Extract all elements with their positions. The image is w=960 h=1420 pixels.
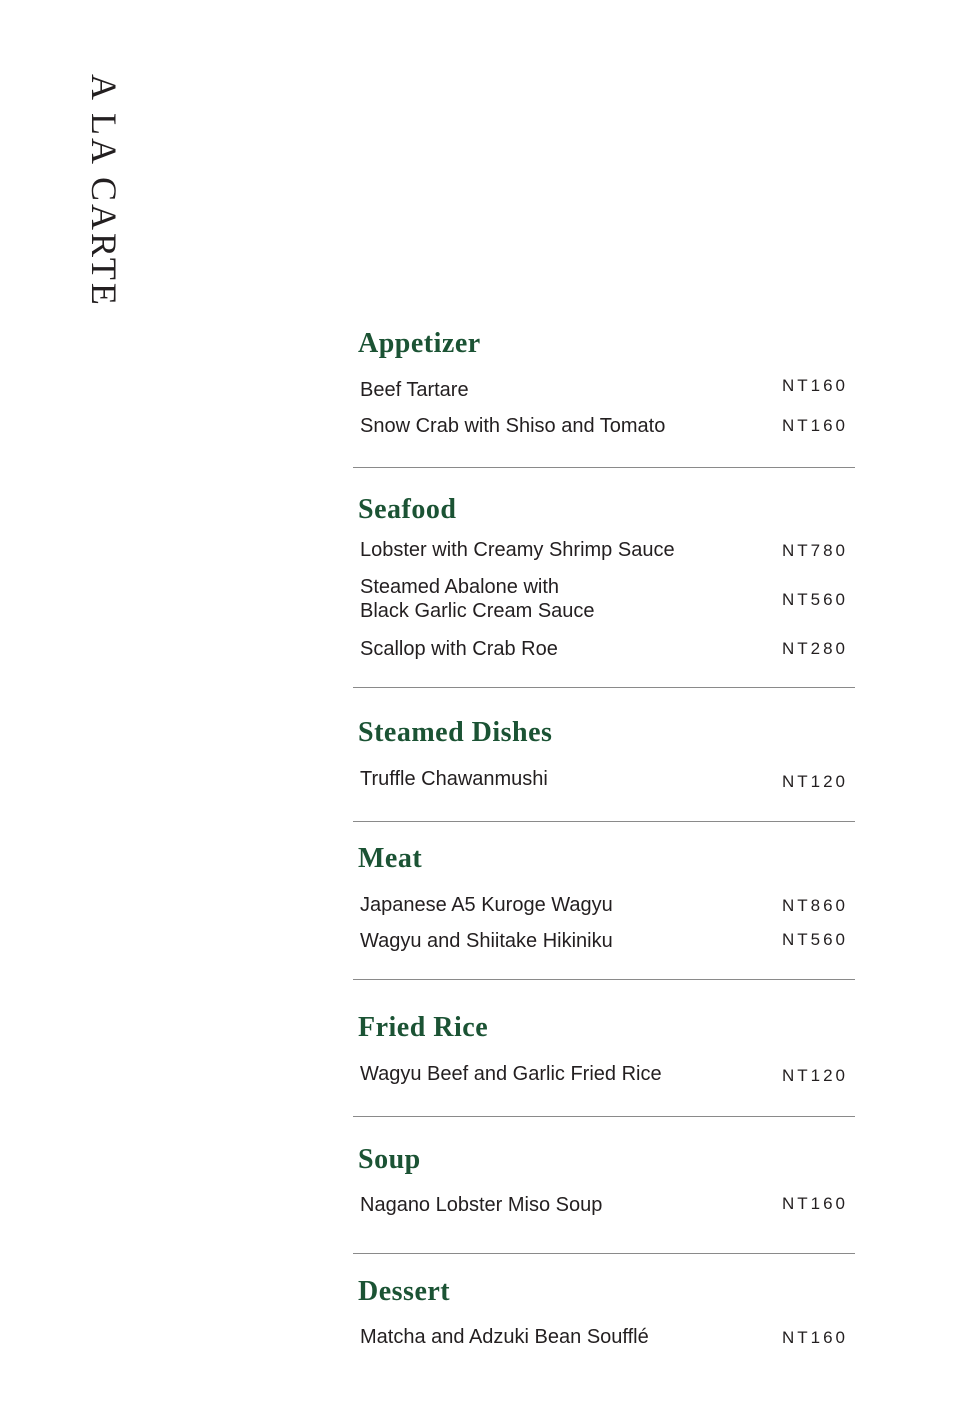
menu-item-name: Truffle Chawanmushi: [360, 768, 548, 790]
section-divider: [353, 979, 855, 980]
menu-item-name: Lobster with Creamy Shrimp Sauce: [360, 539, 675, 561]
menu-item-price: NT160: [781, 1194, 848, 1213]
menu-item-price: NT160: [781, 376, 848, 395]
section-heading-fried-rice: Fried Rice: [358, 1012, 489, 1043]
menu-item-name: Scallop with Crab Roe: [360, 638, 558, 660]
section-heading-seafood: Seafood: [358, 494, 457, 525]
menu-item-name: Wagyu and Shiitake Hikiniku: [360, 930, 613, 952]
menu-item-name-line: Black Garlic Cream Sauce: [360, 600, 595, 622]
menu-item-price: NT160: [781, 1328, 848, 1347]
menu-item-price: NT860: [781, 896, 848, 915]
menu-item-price: NT560: [781, 930, 848, 949]
section-divider: [353, 1253, 855, 1254]
menu-title: A LA CARTE: [84, 74, 124, 308]
menu-item-price: NT160: [781, 416, 848, 435]
menu-item-name-line: Steamed Abalone with: [360, 576, 560, 598]
section-divider: [353, 821, 855, 822]
menu-item-price: NT560: [781, 590, 848, 609]
menu-item-name: Japanese A5 Kuroge Wagyu: [360, 894, 613, 916]
menu-item-name: Wagyu Beef and Garlic Fried Rice: [360, 1063, 662, 1085]
section-divider: [353, 1116, 855, 1117]
section-divider: [353, 687, 855, 688]
menu-item-name-multiline: [360, 575, 595, 623]
menu-item-price: NT120: [781, 772, 848, 791]
section-heading-steamed-dishes: Steamed Dishes: [358, 717, 553, 748]
section-heading-appetizer: Appetizer: [358, 328, 481, 359]
section-heading-dessert: Dessert: [358, 1276, 451, 1307]
menu-item-price: NT780: [781, 541, 848, 560]
menu-item-name: Matcha and Adzuki Bean Soufflé: [360, 1326, 649, 1348]
menu-item-price: NT120: [781, 1066, 848, 1085]
section-heading-soup: Soup: [358, 1144, 421, 1175]
menu-item-name: Snow Crab with Shiso and Tomato: [360, 415, 666, 437]
section-divider: [353, 467, 855, 468]
menu-item-name: Beef Tartare: [360, 379, 469, 401]
section-heading-meat: Meat: [358, 843, 423, 874]
menu-item-price: NT280: [781, 639, 848, 658]
menu-item-name: Nagano Lobster Miso Soup: [360, 1194, 603, 1216]
